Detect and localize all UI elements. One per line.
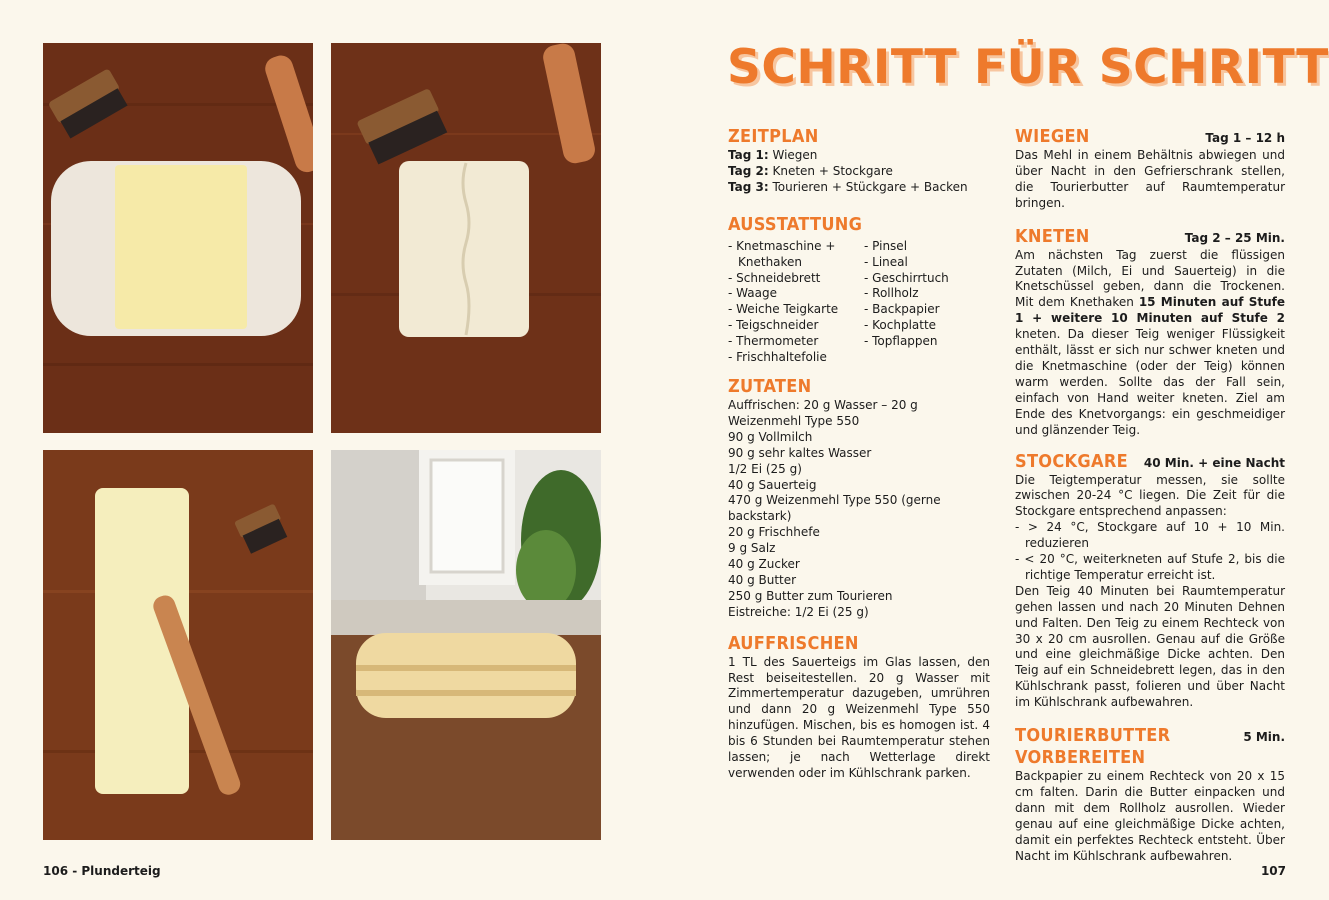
list-item: - Teigschneider [728,318,819,333]
list-item: 40 g Sauerteig [728,477,817,492]
list-item: Auffrischen: 20 g Wasser – 20 g Weizenmehl Type 550 [728,397,918,428]
auffrischen-text: 1 TL des Sauerteigs im Glas lassen, den Rest beiseitestellen. 20 g Wasser mit Zimmertemperatur dazugeben, umrühren und dann 20 g Weizenmehl Type 550 hinzufügen. Mischen, bis es homogen ist. 4 bis 6 Stunden bei Raumtemperatur stehen lassen; je nach Wetterlage direkt verwenden oder im Kühlschrank parken. [728,654,990,780]
list-item: - Rollholz [864,286,919,301]
heading-auffrischen: AUFFRISCHEN [728,632,859,654]
stockgare-text: Den Teig 40 Minuten bei Raumtemperatur gehen lassen und nach 20 Minuten Dehnen und Falten. Den Teig zu einem Rechteck von 30 x 20 cm ausrollen. Genau auf die Größe und eine gleichmäßige Dicke achten. Den Teig auf ein Schneidebrett legen, das in den Kühlschrank passt, folieren und über Nacht im Kühlschrank aufbewahren. [1015,583,1285,710]
heading-wiegen: WIEGEN [1015,126,1090,147]
list-item: 9 g Salz [728,541,776,556]
list-item: - < 20 °C, weiterkneten auf Stufe 2, bis die richtige Temperatur erreicht ist. [1015,552,1285,582]
photo-butter-on-dough [43,43,313,433]
photo-rolled-dough [43,450,313,840]
tourierbutter-duration: 5 Min. [1243,730,1285,745]
zeitplan-list [728,148,990,196]
photo-layered-dough [331,450,601,840]
list-item: 40 g Zucker [728,557,800,572]
heading-zutaten: ZUTATEN [728,375,812,397]
list-item: 90 g Vollmilch [728,429,813,444]
list-item: - > 24 °C, Stockgare auf 10 + 10 Min. reduzieren [1015,520,1285,551]
section-header-wiegen [1015,126,1285,148]
left-text-column [728,126,990,782]
heading-ausstattung: AUSSTATTUNG [728,213,863,235]
zeitplan-row [728,164,990,180]
zeitplan-row [728,180,990,196]
heading-zeitplan: ZEITPLAN [728,126,819,147]
list-item: - Weiche Teigkarte [728,302,839,317]
list-item: 40 g Butter [728,572,797,587]
list-item: - Frischhaltefolie [728,350,827,365]
list-item: - Lineal [864,254,908,269]
footer-page-right: 107 [1260,864,1286,878]
zeitplan-task: Wiegen [768,148,818,162]
footer-page-left: 106 - Plunderteig [43,864,161,878]
list-item: - Backpapier [864,302,940,317]
zeitplan-day: Tag 1: [728,148,769,162]
wiegen-duration: Tag 1 – 12 h [1205,131,1285,145]
list-item: - Geschirrtuch [864,270,949,285]
list-item: - Waage [728,286,777,301]
list-item: - Schneidebrett [728,270,821,285]
stockgare-duration: 40 Min. + eine Nacht [1143,455,1285,470]
list-item: - Kochplatte [864,318,937,333]
photo-folded-dough [331,43,601,433]
list-item: Eistreiche: 1/2 Ei (25 g) [728,604,869,619]
list-item: 1/2 Ei (25 g) [728,461,802,476]
list-item: - Topflappen [864,334,938,349]
list-item: 90 g sehr kaltes Wasser [728,445,872,460]
section-header-tourierbutter [1015,725,1285,769]
wiegen-text: Das Mehl in einem Behältnis abwiegen und über Nacht in den Gefrierschrank stellen, die Tourierbutter auf Raumtemperatur bringen. [1015,148,1285,210]
list-item: 470 g Weizenmehl Type 550 (gerne backstark) [728,493,941,524]
stockgare-bullets [1015,520,1285,584]
equipment-list [728,239,990,366]
right-text-column [1015,126,1285,865]
zeitplan-day: Tag 3: [728,179,769,194]
kneten-text-part: Am nächsten Tag zuerst die flüssigen Zutaten (Milch, Ei und Sauerteig) in die Knetschüssel geben, dann die Trockenen. Mit dem Knethaken [1015,247,1285,310]
kneten-text [1015,248,1285,439]
zeitplan-day: Tag 2: [728,163,769,178]
kneten-text-part: kneten. Da dieser Teig weniger Flüssigkeit enthält, lässt er sich nur schwer kneten und die Knetmaschine (oder der Teig) können warm werden. Sollte das der Fall sein, einfach von Hand weiter kneten. Ziel am Ende des Knetvorgangs: ein geschmeidiger und glänzender Teig. [1015,327,1285,437]
stockgare-intro: Die Teigtemperatur messen, sie sollte zwischen 20-24 °C liegen. Die Zeit für die Stockgare entsprechend anpassen: [1015,472,1285,519]
section-header-kneten [1015,226,1285,248]
list-item: - Pinsel [864,238,908,253]
tourierbutter-text: Backpapier zu einem Rechteck von 20 x 15 cm falten. Darin die Butter einpacken und dann mit dem Rollholz ausrollen. Wieder genau auf eine gleichmäßige Dicke achten, damit ein perfektes Rechteck entsteht. Über Nacht im Kühlschrank aufbewahren. [1015,769,1285,863]
kneten-text-bold: 15 Minuten auf Stufe 1 + weitere 10 Minuten auf Stufe 2 [1015,295,1285,326]
heading-kneten: KNETEN [1015,225,1090,247]
list-item: 20 g Frischhefe [728,525,820,540]
heading-stockgare: STOCKGARE [1015,450,1128,472]
list-item: - Knetmaschine + Knethaken [728,238,836,269]
list-item: 250 g Butter zum Tourieren [728,588,893,603]
kneten-duration: Tag 2 – 25 Min. [1184,230,1285,245]
heading-tourierbutter: TOURIERBUTTER VORBEREITEN [1015,725,1171,769]
zeitplan-row [728,148,990,164]
page-title: SCHRITT FÜR SCHRITT [727,40,1329,95]
zeitplan-task: Kneten + Stockgare [768,163,893,178]
section-header-stockgare [1015,451,1285,473]
zeitplan-task: Tourieren + Stückgare + Backen [768,179,968,194]
list-item: - Thermometer [728,334,819,349]
ingredient-list [728,398,990,621]
